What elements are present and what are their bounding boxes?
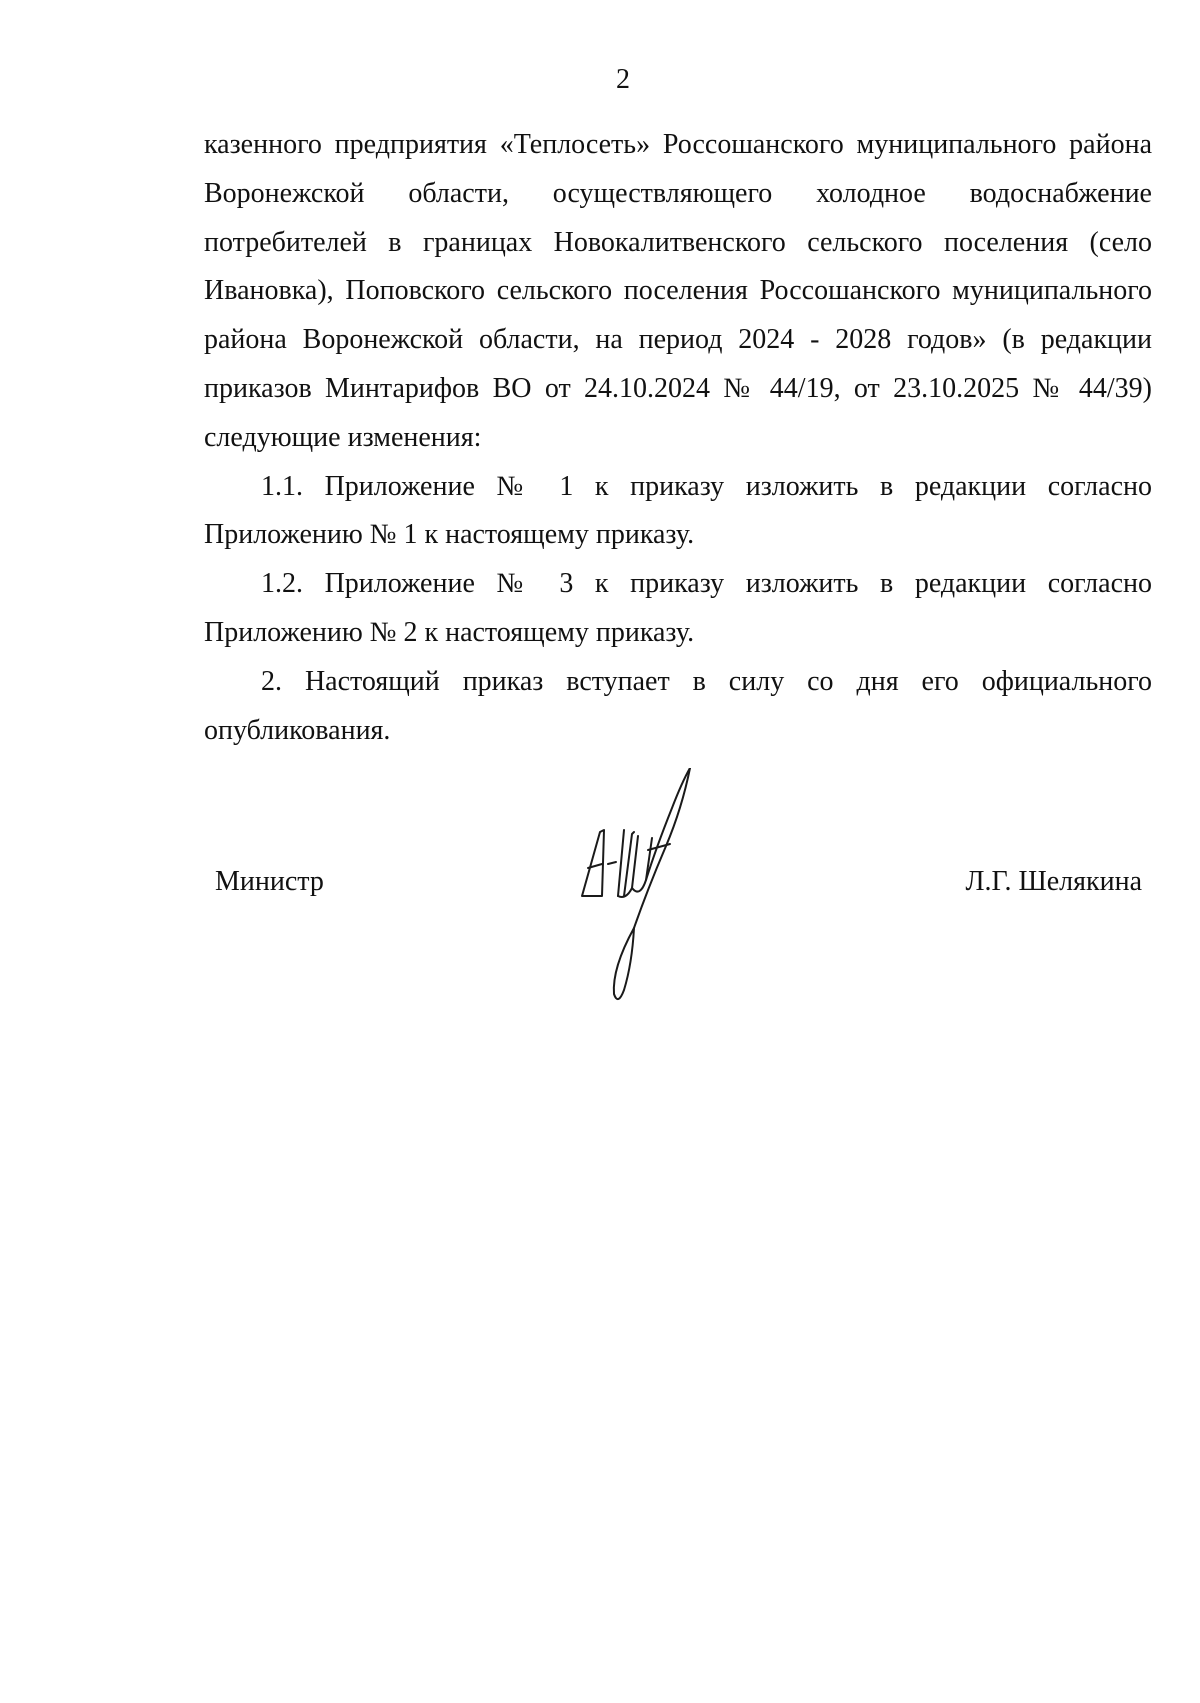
signer-name: Л.Г. Шелякина (965, 866, 1142, 897)
paragraph-item-1-1: 1.1. Приложение № 1 к приказу изложить в редакции согласно Приложению № 1 к настоящему приказу. (204, 470, 1152, 551)
paragraph-item-1-2: 1.2. Приложение № 3 к приказу изложить в редакции согласно Приложению № 2 к настоящему приказу. (204, 568, 1152, 648)
paragraph-continuation: казенного предприятия «Теплосеть» Россошанского муниципального района Воронежской области, осуществляющего холодное водоснабжение потребителей в границах Новокалитвенского сельского поселения (село Ивановка), Поповского сельского поселения Россошанского муниципального района Воронежской области, на период 2024 - 2028 годов» (в редакции приказов Минтарифов ВО от 24.10.2024 № 44/19, от 23.10.2025 № 44/39) следующие изменения: (204, 129, 1152, 453)
handwritten-signature (578, 768, 738, 1018)
page-number: 2 (616, 64, 630, 95)
document-body (204, 121, 1152, 755)
paragraph-item-2: 2. Настоящий приказ вступает в силу со дня его официального опубликования. (204, 665, 1152, 746)
signer-position: Министр (215, 866, 324, 897)
